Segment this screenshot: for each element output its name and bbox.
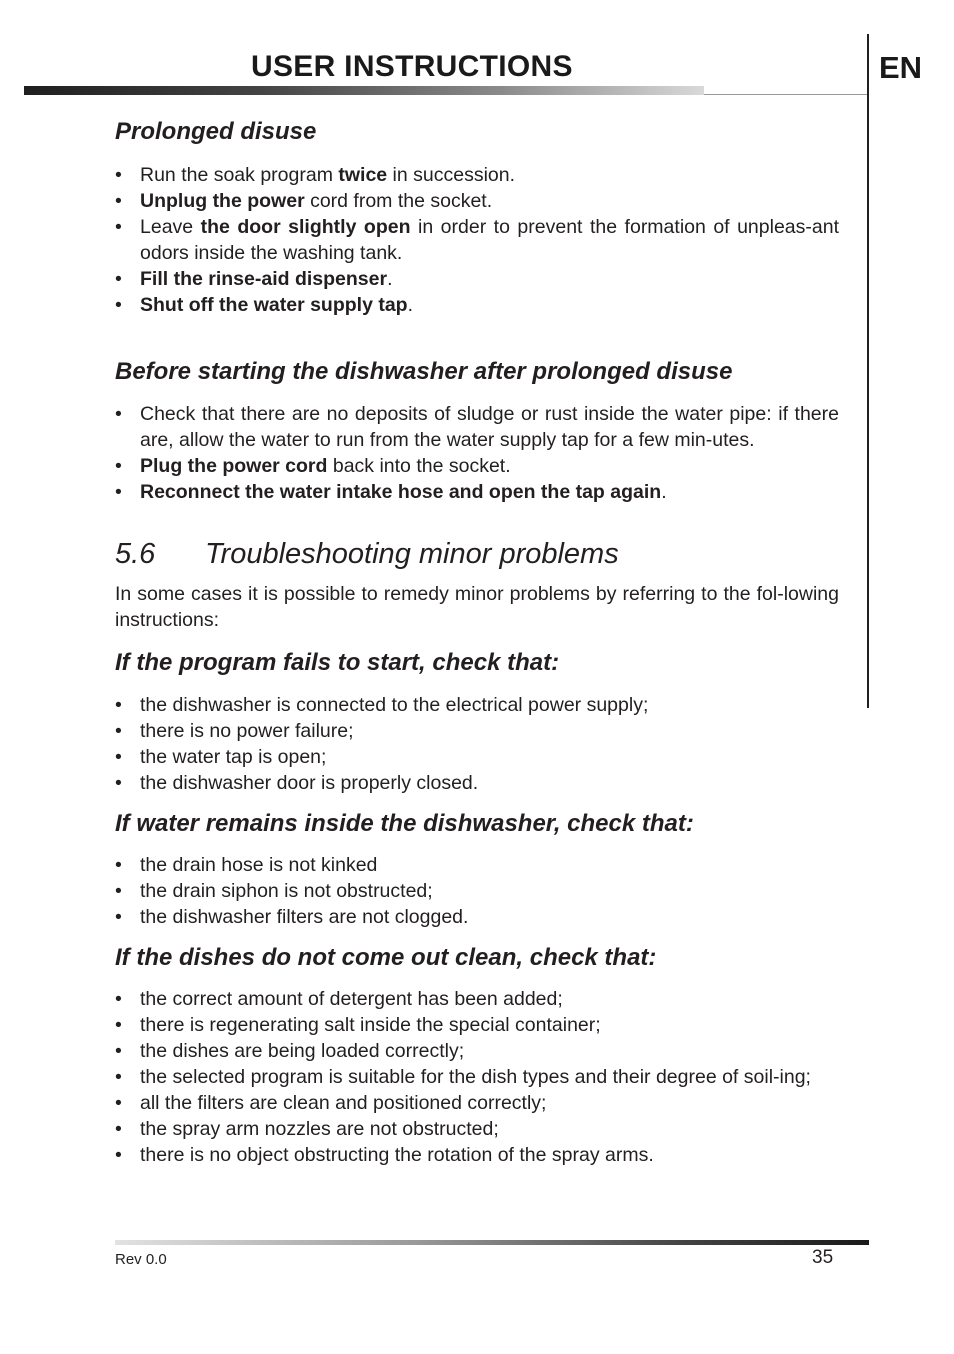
water-remains-heading: If water remains inside the dishwasher, check that: [115,810,694,838]
before-starting-list [115,401,839,505]
margin-vertical-rule [867,34,869,708]
prolonged-disuse-list [115,162,839,318]
section-number: 5.6 [115,537,156,570]
header-rule [704,94,868,95]
list-item: • the selected program is suitable for the dish types and their degree of soil-ing; [115,1064,839,1090]
before-starting-heading: Before starting the dishwasher after prolonged disuse [115,357,733,385]
list-item: • the dishwasher door is properly closed. [115,770,839,796]
list-item: • Unplug the power cord from the socket. [115,188,839,214]
list-item: • Leave the door slightly open in order to prevent the formation of unpleas-ant odors inside the washing tank. [115,214,839,266]
page-content [115,118,839,1168]
list-item: • the dishwasher filters are not clogged. [115,904,839,930]
list-item: • the water tap is open; [115,744,839,770]
list-item: • Reconnect the water intake hose and open the tap again. [115,479,839,505]
list-item: • the correct amount of detergent has been added; [115,986,839,1012]
list-item: • Run the soak program twice in succession. [115,162,839,188]
section-heading [115,537,839,572]
list-item: • Plug the power cord back into the socket. [115,453,839,479]
list-item: • the dishes are being loaded correctly; [115,1038,839,1064]
list-item: • there is regenerating salt inside the special container; [115,1012,839,1038]
list-item: • the spray arm nozzles are not obstructed; [115,1116,839,1142]
list-item: • the drain siphon is not obstructed; [115,878,839,904]
page-number: 35 [812,1247,834,1268]
fails-to-start-heading: If the program fails to start, check that: [115,649,560,677]
list-item: • Shut off the water supply tap. [115,292,839,318]
list-item: • there is no power failure; [115,718,839,744]
page-header-title: USER INSTRUCTIONS [251,50,573,83]
section-title: Troubleshooting minor problems [205,537,619,570]
prolonged-disuse-heading: Prolonged disuse [115,118,317,145]
list-item: • all the filters are clean and positioned correctly; [115,1090,839,1116]
not-clean-heading: If the dishes do not come out clean, check that: [115,943,657,971]
list-item: • the dishwasher is connected to the electrical power supply; [115,692,839,718]
section-intro: In some cases it is possible to remedy minor problems by referring to the fol-lowing instructions: [115,583,839,632]
fails-to-start-list [115,692,839,796]
not-clean-list [115,986,839,1168]
revision-label: Rev 0.0 [115,1251,167,1268]
list-item: • the drain hose is not kinked [115,852,839,878]
footer-bar [115,1240,869,1245]
water-remains-list [115,852,839,930]
list-item: • there is no object obstructing the rotation of the spray arms. [115,1142,839,1168]
list-item: • Fill the rinse-aid dispenser. [115,266,839,292]
header-bar [24,86,704,95]
language-code: EN [879,50,923,85]
list-item: • Check that there are no deposits of sludge or rust inside the water pipe: if there are, allow the water to run from the water supply tap for a few min-utes. [115,401,839,453]
